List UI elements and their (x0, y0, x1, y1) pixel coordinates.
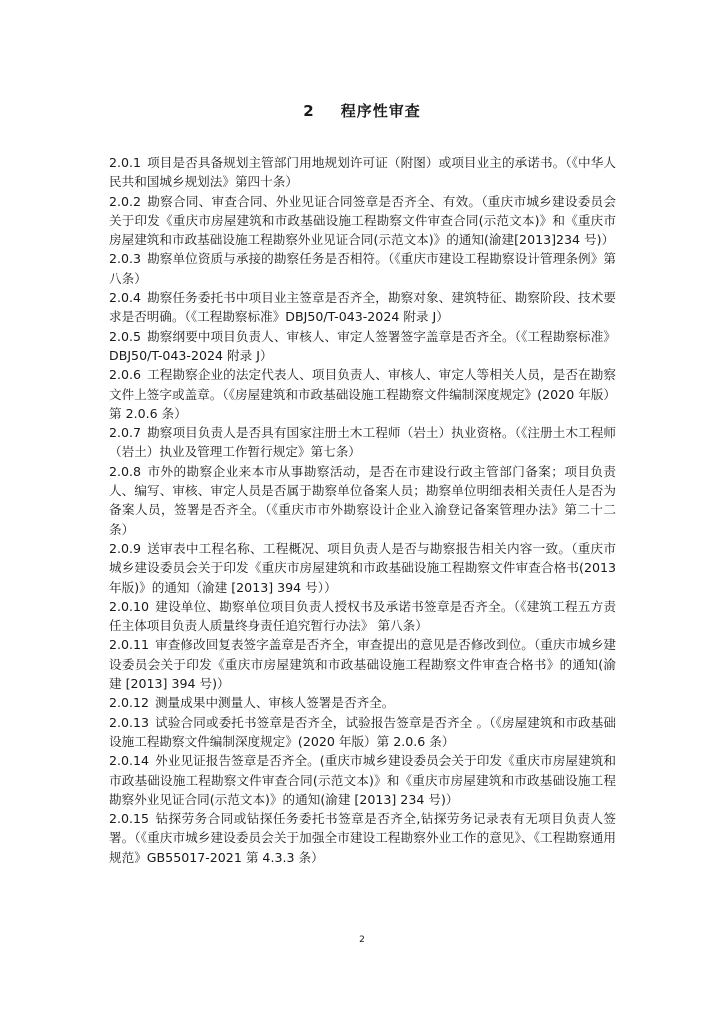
clause-text: 送审表中工程名称、工程概况、项目负责人是否与勘察报告相关内容一致。（重庆市城乡建设委员会关于印发《重庆市房屋建筑和市政基础设施工程勘察文件审查合格书(2013 年版)》的通知（渝建 [2013] 394 号）） (109, 540, 616, 595)
clause-2-0-6 (109, 365, 616, 423)
clause-number: 2.0.12 (109, 695, 150, 711)
clause-text: 建设单位、勘察单位项目负责人授权书及承诺书签章是否齐全。（《建筑工程五方责任主体项目负责人质量终身责任追究暂行办法》 第八条） (109, 598, 616, 634)
clause-2-0-1 (109, 153, 616, 192)
section-heading (0, 100, 724, 121)
clause-2-0-7 (109, 423, 616, 462)
clause-number: 2.0.13 (109, 714, 150, 730)
clause-number: 2.0.15 (109, 811, 150, 827)
clause-2-0-13 (109, 713, 616, 752)
clause-text: 勘察单位资质与承接的勘察任务是否相符。（《重庆市建设工程勘察设计管理条例》第八条） (109, 251, 616, 286)
clause-2-0-15 (109, 809, 616, 867)
clause-2-0-4 (109, 288, 616, 327)
clause-text: 工程勘察企业的法定代表人、项目负责人、审核人、审定人等相关人员，是否在勘察文件上签字或盖章。（《房屋建筑和市政基础设施工程勘察文件编制深度规定》(2020 年版）第 2.0.6 条） (109, 367, 616, 421)
clause-2-0-3 (109, 249, 616, 288)
clause-text: 勘察任务委托书中项目业主签章是否齐全，勘察对象、建筑特征、勘察阶段、技术要求是否明确。（《工程勘察标准》DBJ50/T-043-2024 附录 J） (109, 290, 616, 325)
clause-2-0-5 (109, 327, 616, 366)
clause-text: 勘察纲要中项目负责人、审核人、审定人签署签字盖章是否齐全。（《工程勘察标准》DBJ50/T-043-2024 附录 J） (109, 328, 616, 363)
clause-number: 2.0.10 (109, 598, 150, 614)
clause-number: 2.0.2 (109, 193, 142, 209)
clause-text: 勘察合同、审查合同、外业见证合同签章是否齐全、有效。（重庆市城乡建设委员会关于印发《重庆市房屋建筑和市政基础设施工程勘察文件审查合同(示范文本)》和《重庆市房屋建筑和市政基础设施工程勘察外业见证合同(示范文本)》的通知(渝建[2013]234 号)） (109, 193, 616, 248)
clause-text: 测量成果中测量人、审核人签署是否齐全。 (155, 695, 395, 711)
section-number: 2 (303, 102, 315, 120)
clause-number: 2.0.11 (109, 637, 150, 653)
clause-text: 外业见证报告签章是否齐全。(重庆市城乡建设委员会关于印发《重庆市房屋建筑和市政基础设施工程勘察文件审查合同(示范文本)》和《重庆市房屋建筑和市政基础设施工程勘察外业见证合同(示范文本)》的通知(渝建 [2013] 234 号)） (109, 753, 616, 807)
clause-text: 审查修改回复表签字盖章是否齐全，审查提出的意见是否修改到位。（重庆市城乡建设委员会关于印发《重庆市房屋建筑和市政基础设施工程勘察文件审查合格书》的通知(渝建 [2013] 394 号)） (109, 637, 616, 692)
clause-number: 2.0.6 (109, 367, 142, 383)
clause-number: 2.0.7 (109, 425, 142, 441)
clause-2-0-9 (109, 539, 616, 597)
clause-2-0-2 (109, 192, 616, 250)
clause-number: 2.0.8 (109, 463, 142, 479)
clause-2-0-10 (109, 597, 616, 636)
clause-2-0-11 (109, 635, 616, 693)
clause-2-0-8 (109, 462, 616, 539)
clause-text: 勘察项目负责人是否具有国家注册土木工程师（岩土）执业资格。（《注册土木工程师（岩土）执业及管理工作暂行规定》第七条） (109, 425, 616, 460)
clause-number: 2.0.9 (109, 540, 142, 556)
clause-number: 2.0.3 (109, 251, 142, 267)
clause-text: 市外的勘察企业来本市从事勘察活动，是否在市建设行政主管部门备案；项目负责人、编写、审核、审定人员是否属于勘察单位备案人员；勘察单位明细表相关责任人是否为备案人员，签署是否齐全。（《重庆市市外勘察设计企业入渝登记备案管理办法》第二十二条） (109, 463, 616, 537)
section-title: 程序性审查 (340, 102, 421, 120)
clause-text: 试验合同或委托书签章是否齐全，试验报告签章是否齐全 。（《房屋建筑和市政基础设施工程勘察文件编制深度规定》(2020 年版）第 2.0.6 条） (109, 714, 616, 749)
clause-2-0-12 (109, 693, 616, 712)
clause-list (109, 153, 616, 867)
clause-number: 2.0.14 (109, 753, 150, 769)
clause-number: 2.0.1 (109, 155, 142, 170)
clause-number: 2.0.4 (109, 290, 142, 306)
clause-text: 钻探劳务合同或钻探任务委托书签章是否齐全,钻探劳务记录表有无项目负责人签署。（《重庆市城乡建设委员会关于加强全市建设工程勘察外业工作的意见》、《工程勘察通用规范》GB55017-2021 第 4.3.3 条） (109, 811, 616, 865)
page-number: 2 (359, 935, 365, 945)
clause-number: 2.0.5 (109, 328, 142, 344)
clause-2-0-14 (109, 751, 616, 809)
clause-text: 项目是否具备规划主管部门用地规划许可证（附图）或项目业主的承诺书。（《中华人民共和国城乡规划法》第四十条） (109, 155, 616, 190)
